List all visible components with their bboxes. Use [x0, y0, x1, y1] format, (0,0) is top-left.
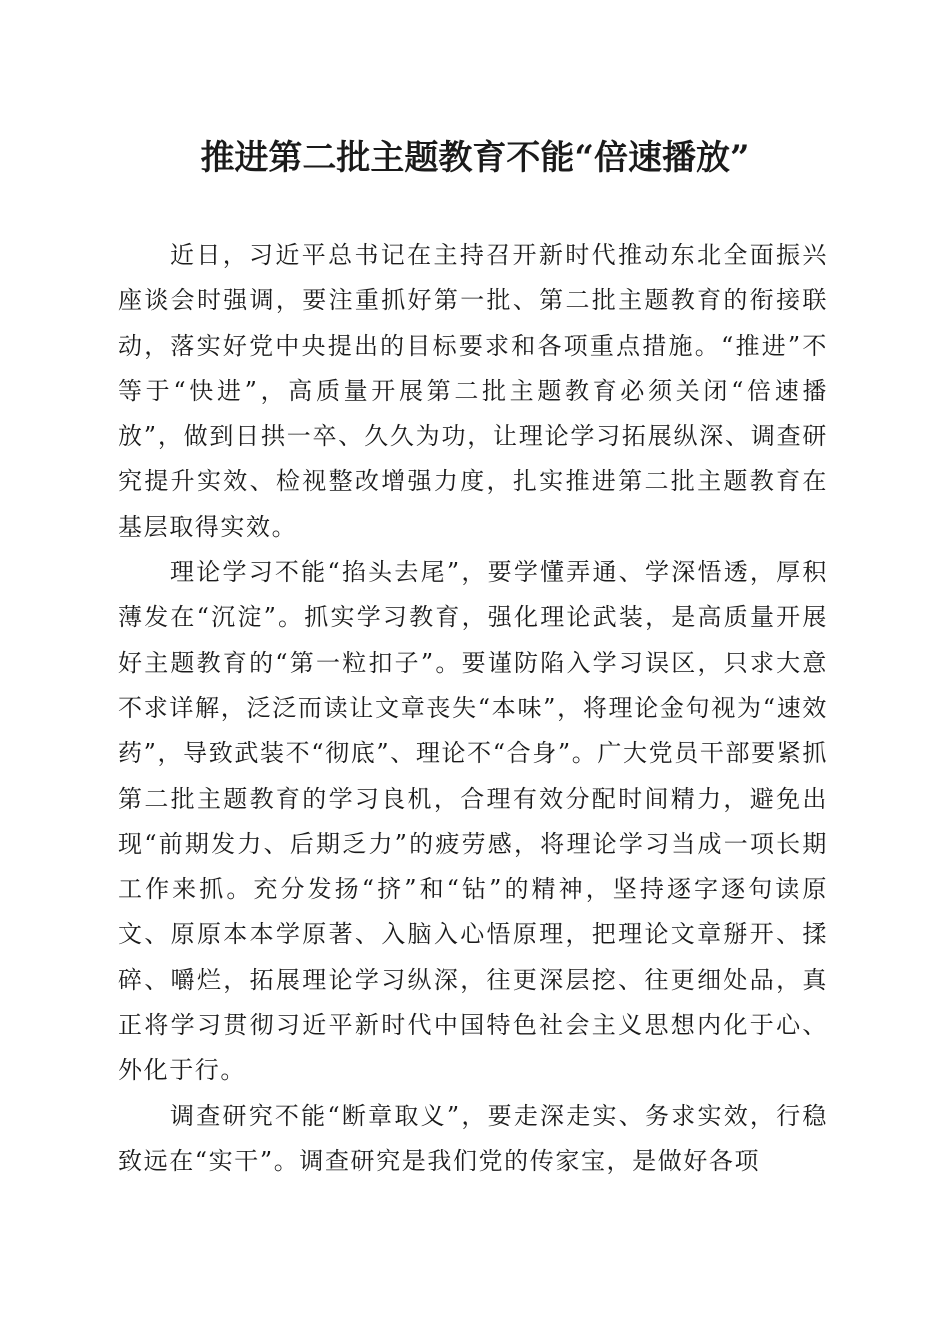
document-body [118, 233, 828, 1184]
document-title: 推进第二批主题教育不能“倍速播放” [200, 138, 750, 178]
paragraph-1: 近日，习近平总书记在主持召开新时代推动东北全面振兴座谈会时强调，要注重抓好第一批、第二批主题教育的衔接联动，落实好党中央提出的目标要求和各项重点措施。“推进”不等于“快进”，高质量开展第二批主题教育必须关闭“倍速播放”，做到日拱一卒、久久为功，让理论学习拓展纵深、调查研究提升实效、检视整改增强力度，扎实推进第二批主题教育在基层取得实效。 [118, 241, 828, 541]
paragraph-3: 调查研究不能“断章取义”，要走深走实、务求实效，行稳致远在“实干”。调查研究是我们党的传家宝，是做好各项 [118, 1101, 828, 1175]
paragraph-2: 理论学习不能“掐头去尾”，要学懂弄通、学深悟透，厚积薄发在“沉淀”。抓实学习教育，强化理论武装，是高质量开展好主题教育的“第一粒扣子”。要谨防陷入学习误区，只求大意不求详解，泛泛而读让文章丧失“本味”，将理论金句视为“速效药”，导致武装不“彻底”、理论不“合身”。广大党员干部要紧抓第二批主题教育的学习良机，合理有效分配时间精力，避免出现“前期发力、后期乏力”的疲劳感，将理论学习当成一项长期工作来抓。充分发扬“挤”和“钻”的精神，坚持逐字逐句读原文、原原本本学原著、入脑入心悟原理，把理论文章掰开、揉碎、嚼烂，拓展理论学习纵深，往更深层挖、往更细处品，真正将学习贯彻习近平新时代中国特色社会主义思想内化于心、外化于行。 [118, 558, 828, 1085]
